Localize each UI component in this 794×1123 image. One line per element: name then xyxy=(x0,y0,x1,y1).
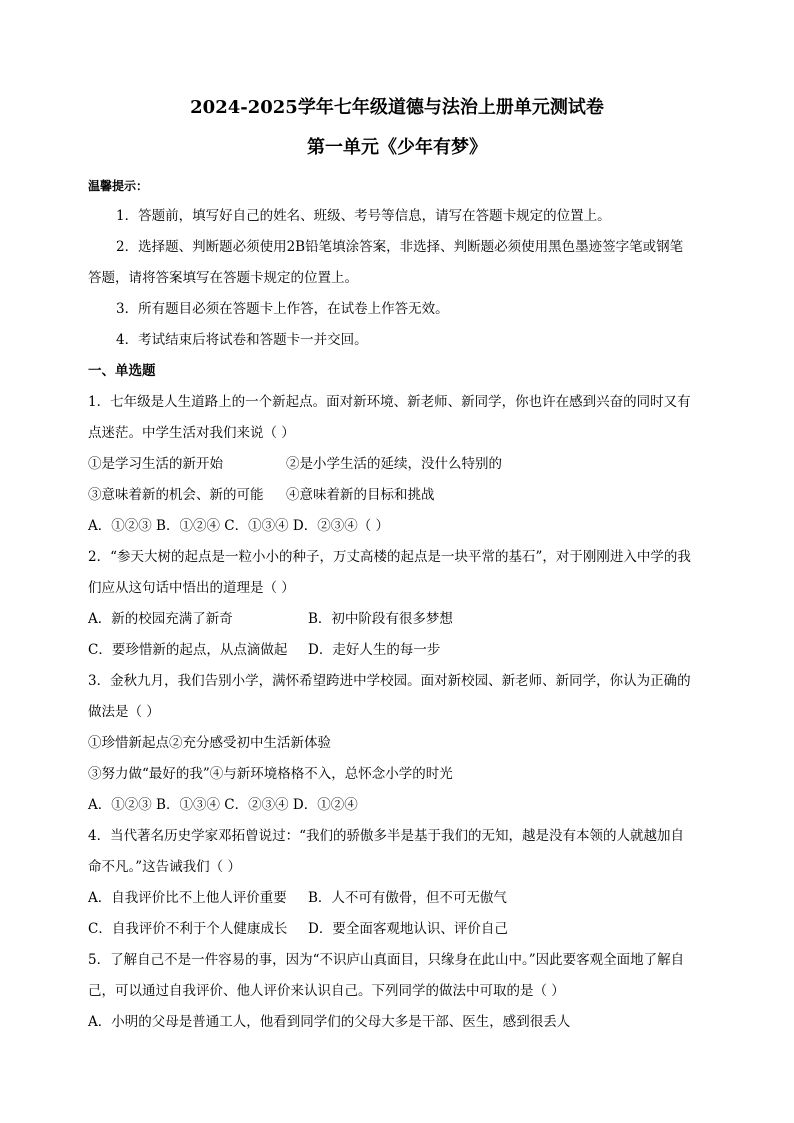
unit-title: 第一单元《少年有梦》 xyxy=(307,137,487,158)
tip-2-cont: 答题，请将答案填写在答题卡规定的位置上。 xyxy=(88,270,358,286)
tip-1: 1．答题前，填写好自己的姓名、班级、考号等信息，请写在答题卡规定的位置上。 xyxy=(116,208,611,224)
q5-stem-line1: 5．了解自己不是一件容易的事，因为“不识庐山真面目，只缘身在此山中。”因此要客观全面地了解自 xyxy=(88,952,685,968)
q5-stem-line2: 己，可以通过自我评价、他人评价来认识自己。下列同学的做法中可取的是（ ） xyxy=(88,983,565,999)
section-heading: 一、单选题 xyxy=(88,363,156,379)
q3-statements-34: ③努力做“最好的我”④与新环境格格不入，总怀念小学的时光 xyxy=(88,766,453,782)
q2-stem-line1: 2．“参天大树的起点是一粒小小的种子，万丈高楼的起点是一块平常的基石”，对于刚刚进入中学的我 xyxy=(88,549,691,565)
exam-title: 2024-2025学年七年级道德与法治上册单元测试卷 xyxy=(190,97,604,118)
q3-statements-12: ①珍惜新起点②充分感受初中生活新体验 xyxy=(88,735,331,751)
q1-statement-2: ②是小学生活的延续，没什么特别的 xyxy=(286,456,502,472)
tip-4: 4．考试结束后将试卷和答题卡一并交回。 xyxy=(116,332,368,348)
tip-2: 2．选择题、判断题必须使用2B铅笔填涂答案，非选择、判断题必须使用黑色墨迹签字笔或钢笔 xyxy=(116,239,684,255)
q1-choices: A．①②③ B．①②④ C．①③④ D．②③④（ ） xyxy=(88,518,389,534)
q1-statement-1: ①是学习生活的新开始 xyxy=(88,456,223,472)
q4-option-b: B．人不可有傲骨，但不可无傲气 xyxy=(308,890,507,906)
q2-stem-line2: 们应从这句话中悟出的道理是（ ） xyxy=(88,580,295,596)
q3-choices: A．①②③ B．①③④ C．②③④ D．①②④ xyxy=(88,797,358,813)
q5-option-a: A．小明的父母是普通工人，他看到同学们的父母大多是干部、医生，感到很丢人 xyxy=(88,1014,571,1030)
tip-3: 3．所有题目必须在答题卡上作答，在试卷上作答无效。 xyxy=(116,301,449,317)
tips-heading: 温馨提示： xyxy=(88,179,149,193)
q2-option-c: C．要珍惜新的起点，从点滴做起 xyxy=(88,642,288,658)
q4-stem-line1: 4．当代著名历史学家邓拓曾说过：“我们的骄傲多半是基于我们的无知，越是没有本领的人就越加自 xyxy=(88,828,684,844)
q4-option-a: A．自我评价比不上他人评价重要 xyxy=(88,890,287,906)
q1-statement-3: ③意味着新的机会、新的可能 xyxy=(88,487,264,503)
q4-option-c: C．自我评价不利于个人健康成长 xyxy=(88,921,288,937)
q3-stem-line1: 3．金秋九月，我们告别小学，满怀希望跨进中学校园。面对新校园、新老师、新同学，你认为正确的 xyxy=(88,673,691,689)
q2-option-b: B．初中阶段有很多梦想 xyxy=(308,611,453,627)
q4-option-d: D．要全面客观地认识、评价自己 xyxy=(308,921,508,937)
q3-stem-line2: 做法是（ ） xyxy=(88,704,160,720)
q2-option-a: A．新的校园充满了新奇 xyxy=(88,611,233,627)
q2-option-d: D．走好人生的每一步 xyxy=(308,642,441,658)
q1-statement-4: ④意味着新的目标和挑战 xyxy=(286,487,435,503)
q4-stem-line2: 命不凡。”这告诫我们（ ） xyxy=(88,859,241,875)
q1-stem-line1: 1．七年级是人生道路上的一个新起点。面对新环境、新老师、新同学，你也许在感到兴奋的同时又有 xyxy=(88,394,691,410)
q1-stem-line2: 点迷茫。中学生活对我们来说（ ） xyxy=(88,425,295,441)
